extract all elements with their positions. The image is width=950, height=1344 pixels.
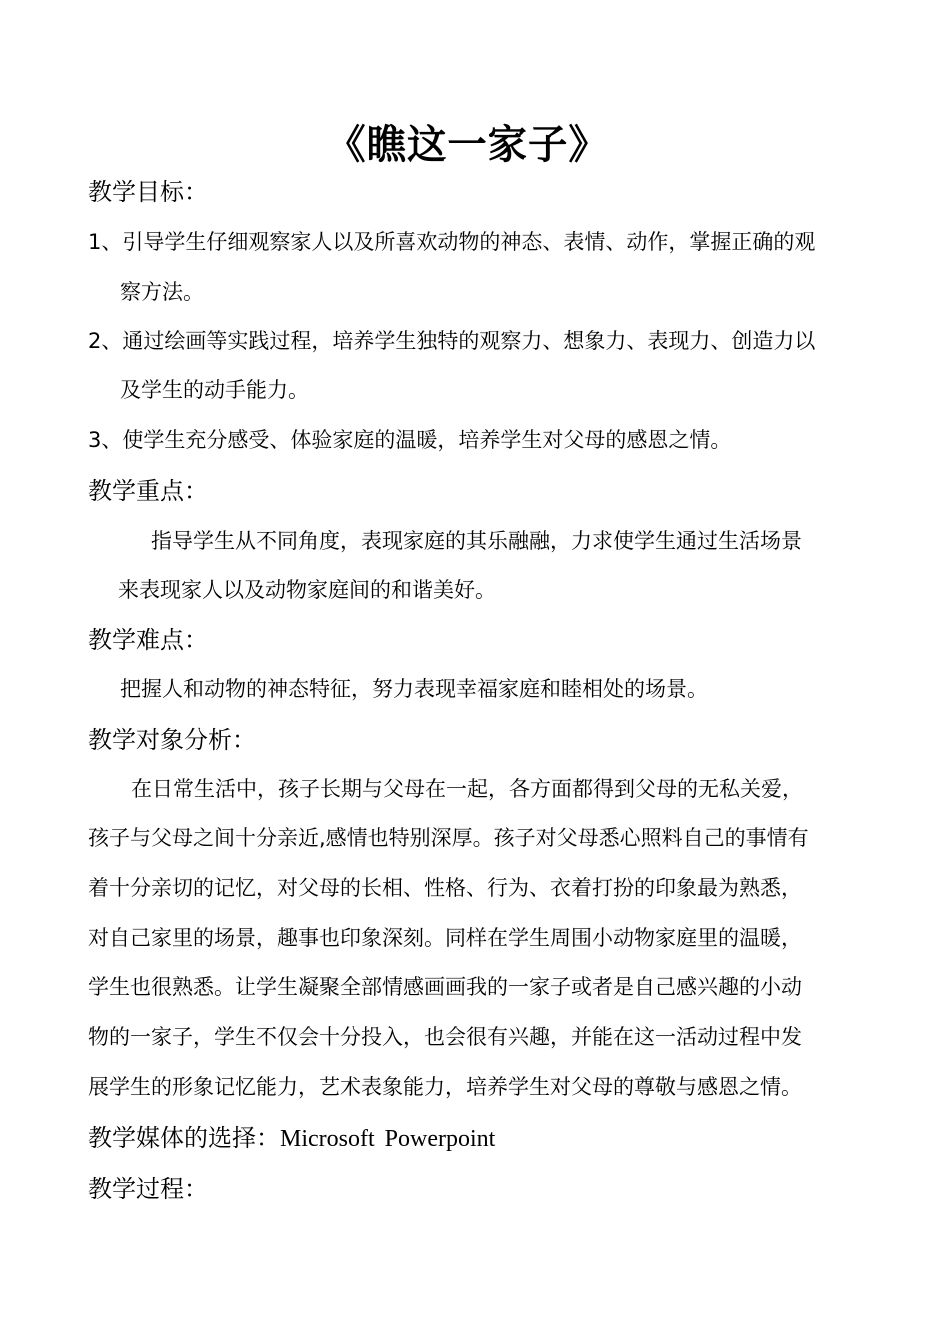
media-value: Microsoft Powerpoint (280, 1126, 496, 1152)
difficulties-heading: 教学难点： (88, 626, 208, 654)
analysis-line-7: 展学生的形象记忆能力，艺术表象能力，培养学生对父母的尊敬与感恩之情。 (88, 1075, 802, 1099)
process-heading: 教学过程： (88, 1175, 208, 1203)
media-heading-row (88, 1121, 495, 1156)
analysis-line-5: 学生也很熟悉。让学生凝聚全部情感画画我的一家子或者是自己感兴趣的小动 (88, 975, 802, 999)
objectives-heading: 教学目标： (88, 178, 208, 206)
key-points-line-2: 来表现家人以及动物家庭间的和谐美好。 (118, 578, 496, 602)
objectives-item-2-line-2: 及学生的动手能力。 (120, 378, 309, 402)
analysis-line-1: 在日常生活中，孩子长期与父母在一起，各方面都得到父母的无私关爱， (131, 777, 803, 801)
analysis-line-2: 孩子与父母之间十分亲近,感情也特别深厚。孩子对父母悉心照料自己的事情有 (88, 826, 809, 850)
analysis-heading: 教学对象分析： (88, 726, 256, 754)
difficulties-line-1: 把握人和动物的神态特征，努力表现幸福家庭和睦相处的场景。 (120, 677, 708, 701)
analysis-line-6: 物的一家子，学生不仅会十分投入，也会很有兴趣，并能在这一活动过程中发 (88, 1025, 802, 1049)
objectives-item-2-line-1: 2、通过绘画等实践过程，培养学生独特的观察力、想象力、表现力、创造力以 (88, 329, 816, 353)
objectives-item-1-line-1: 1、引导学生仔细观察家人以及所喜欢动物的神态、表情、动作，掌握正确的观 (88, 230, 816, 254)
key-points-line-1: 指导学生从不同角度，表现家庭的其乐融融，力求使学生通过生活场景 (151, 529, 802, 553)
analysis-line-3: 着十分亲切的记忆，对父母的长相、性格、行为、衣着打扮的印象最为熟悉， (88, 876, 802, 900)
key-points-heading: 教学重点： (88, 477, 208, 505)
document-title: 《瞧这一家子》 (326, 122, 609, 168)
media-heading: 教学媒体的选择： (88, 1124, 280, 1152)
objectives-item-1-line-2: 察方法。 (120, 280, 204, 304)
objectives-item-3-line-1: 3、使学生充分感受、体验家庭的温暖，培养学生对父母的感恩之情。 (88, 428, 732, 452)
analysis-line-4: 对自己家里的场景，趣事也印象深刻。同样在学生周围小动物家庭里的温暖， (88, 926, 802, 950)
